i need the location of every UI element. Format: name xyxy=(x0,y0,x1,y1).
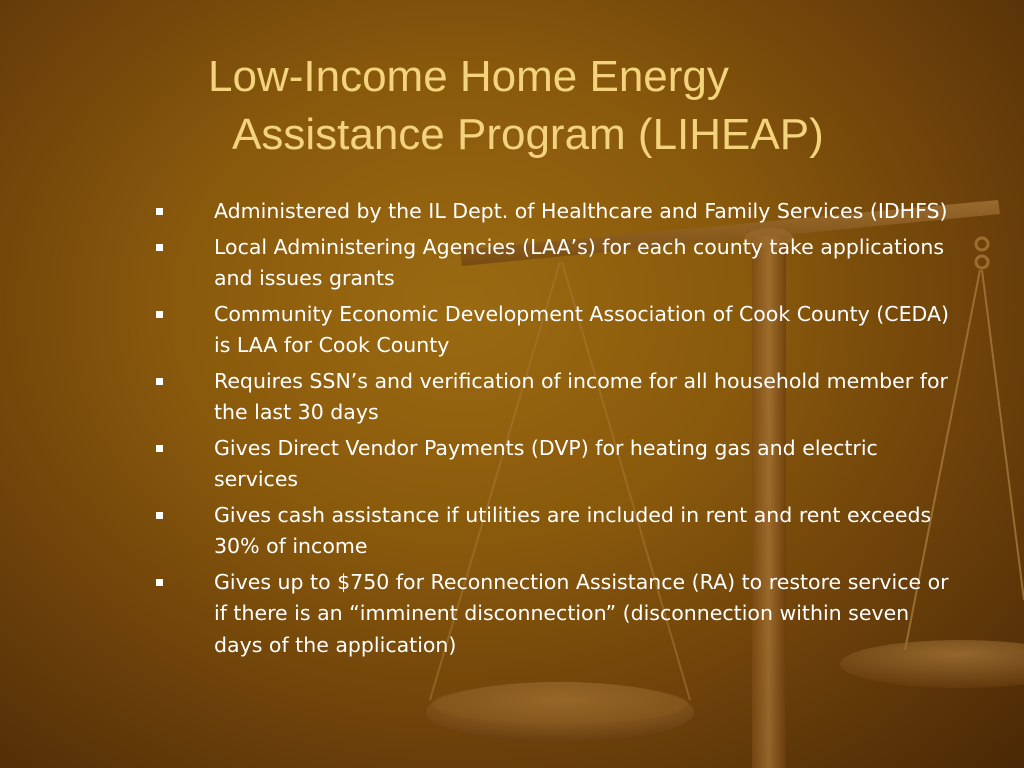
bullet-text: Administered by the IL Dept. of Healthcare and Family Services (IDHFS) xyxy=(214,199,948,223)
square-bullet-icon xyxy=(156,244,163,251)
square-bullet-icon xyxy=(156,512,163,519)
bullet-text: Gives cash assistance if utilities are included in rent and rent exceeds 30% of income xyxy=(214,502,932,558)
square-bullet-icon xyxy=(156,311,163,318)
bullet-text: Gives Direct Vendor Payments (DVP) for heating gas and electric services xyxy=(214,435,878,491)
bullet-item xyxy=(150,567,950,662)
title-line-2: Assistance Program (LIHEAP) xyxy=(232,110,824,159)
bullet-item xyxy=(150,500,950,563)
bullet-item xyxy=(150,196,950,228)
slide-title xyxy=(208,48,988,164)
bullet-item xyxy=(150,433,950,496)
square-bullet-icon xyxy=(156,378,163,385)
square-bullet-icon xyxy=(156,579,163,586)
bullet-item xyxy=(150,299,950,362)
bullet-text: Local Administering Agencies (LAA’s) for each county take applications and issues grants xyxy=(214,234,945,290)
square-bullet-icon xyxy=(156,445,163,452)
square-bullet-icon xyxy=(156,208,163,215)
bullet-text: Requires SSN’s and verification of income for all household member for the last 30 days xyxy=(214,368,948,424)
title-line-1: Low-Income Home Energy xyxy=(208,52,729,101)
bullet-text: Community Economic Development Association of Cook County (CEDA) is LAA for Cook County xyxy=(214,301,949,357)
bullet-item xyxy=(150,232,950,295)
bullet-text: Gives up to $750 for Reconnection Assistance (RA) to restore service or if there is an “imminent disconnection” (disconnection within seven days of the application) xyxy=(214,569,949,657)
bullet-item xyxy=(150,366,950,429)
bullet-list xyxy=(150,196,950,665)
